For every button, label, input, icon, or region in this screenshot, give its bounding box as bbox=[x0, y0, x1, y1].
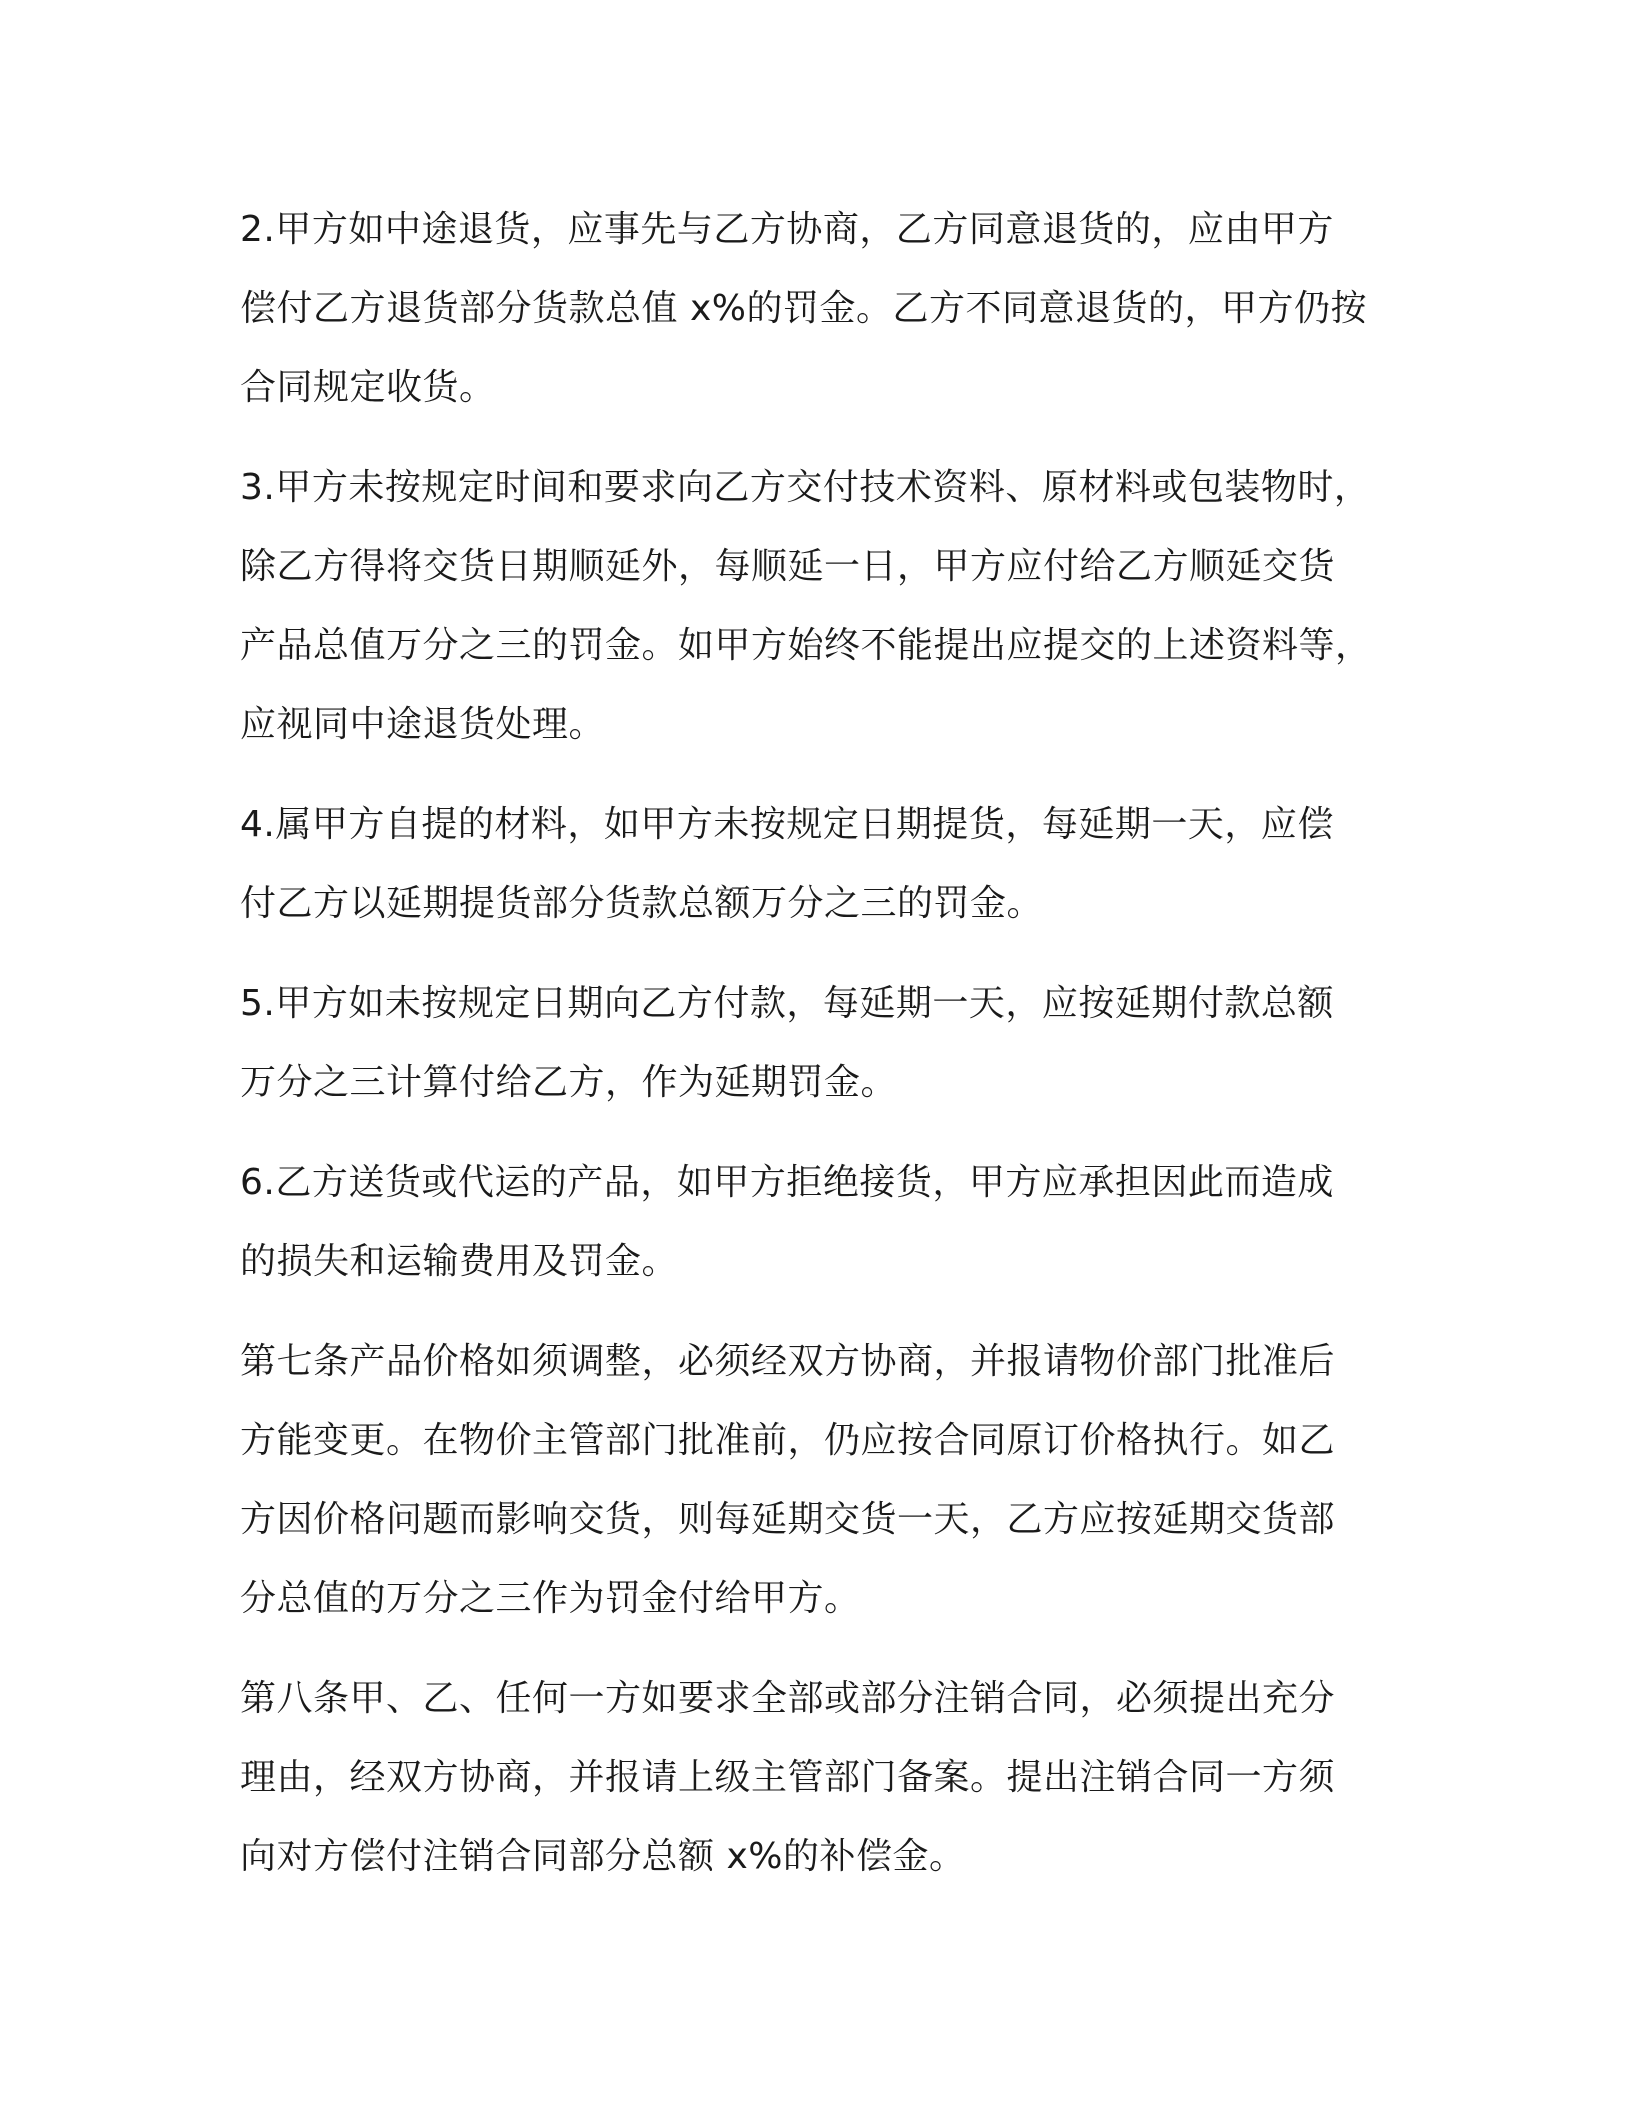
clause-3-technical-materials bbox=[240, 448, 1400, 764]
clause-6-refused-delivery bbox=[240, 1143, 1400, 1301]
text-line: 合同规定收货。 bbox=[240, 367, 496, 408]
text-line: 第八条甲、乙、任何一方如要求全部或部分注销合同，必须提出充分 bbox=[240, 1678, 1336, 1719]
clause-4-self-pickup bbox=[240, 785, 1400, 943]
text-line: 6.乙方送货或代运的产品，如甲方拒绝接货，甲方应承担因此而造成 bbox=[240, 1162, 1334, 1203]
text-line: 的损失和运输费用及罚金。 bbox=[240, 1241, 679, 1282]
clause-5-late-payment bbox=[240, 964, 1400, 1122]
text-line: 向对方偿付注销合同部分总额 x%的补偿金。 bbox=[240, 1836, 966, 1877]
article-7-price-adjustment bbox=[240, 1322, 1400, 1638]
text-line: 方因价格问题而影响交货，则每延期交货一天，乙方应按延期交货部 bbox=[240, 1499, 1336, 1540]
text-line: 第七条产品价格如须调整，必须经双方协商，并报请物价部门批准后 bbox=[240, 1341, 1336, 1382]
text-line: 付乙方以延期提货部分货款总额万分之三的罚金。 bbox=[240, 883, 1044, 924]
text-line: 除乙方得将交货日期顺延外，每顺延一日，甲方应付给乙方顺延交货 bbox=[240, 546, 1336, 587]
text-line: 5.甲方如未按规定日期向乙方付款，每延期一天，应按延期付款总额 bbox=[240, 983, 1334, 1024]
text-line: 理由，经双方协商，并报请上级主管部门备案。提出注销合同一方须 bbox=[240, 1757, 1336, 1798]
text-line: 2.甲方如中途退货，应事先与乙方协商，乙方同意退货的，应由甲方 bbox=[240, 209, 1334, 250]
text-line: 分总值的万分之三作为罚金付给甲方。 bbox=[240, 1578, 861, 1619]
text-line: 方能变更。在物价主管部门批准前，仍应按合同原订价格执行。如乙 bbox=[240, 1420, 1336, 1461]
text-line: 万分之三计算付给乙方，作为延期罚金。 bbox=[240, 1062, 898, 1103]
clause-2-return-goods bbox=[240, 190, 1400, 427]
text-line: 产品总值万分之三的罚金。如甲方始终不能提出应提交的上述资料等， bbox=[240, 625, 1372, 666]
article-8-contract-cancellation bbox=[240, 1659, 1400, 1896]
document-body bbox=[240, 190, 1400, 1917]
text-line: 4.属甲方自提的材料，如甲方未按规定日期提货，每延期一天，应偿 bbox=[240, 804, 1334, 845]
text-line: 3.甲方未按规定时间和要求向乙方交付技术资料、原材料或包装物时， bbox=[240, 467, 1371, 508]
text-line: 应视同中途退货处理。 bbox=[240, 704, 606, 745]
text-line: 偿付乙方退货部分货款总值 x%的罚金。乙方不同意退货的，甲方仍按 bbox=[240, 288, 1367, 329]
